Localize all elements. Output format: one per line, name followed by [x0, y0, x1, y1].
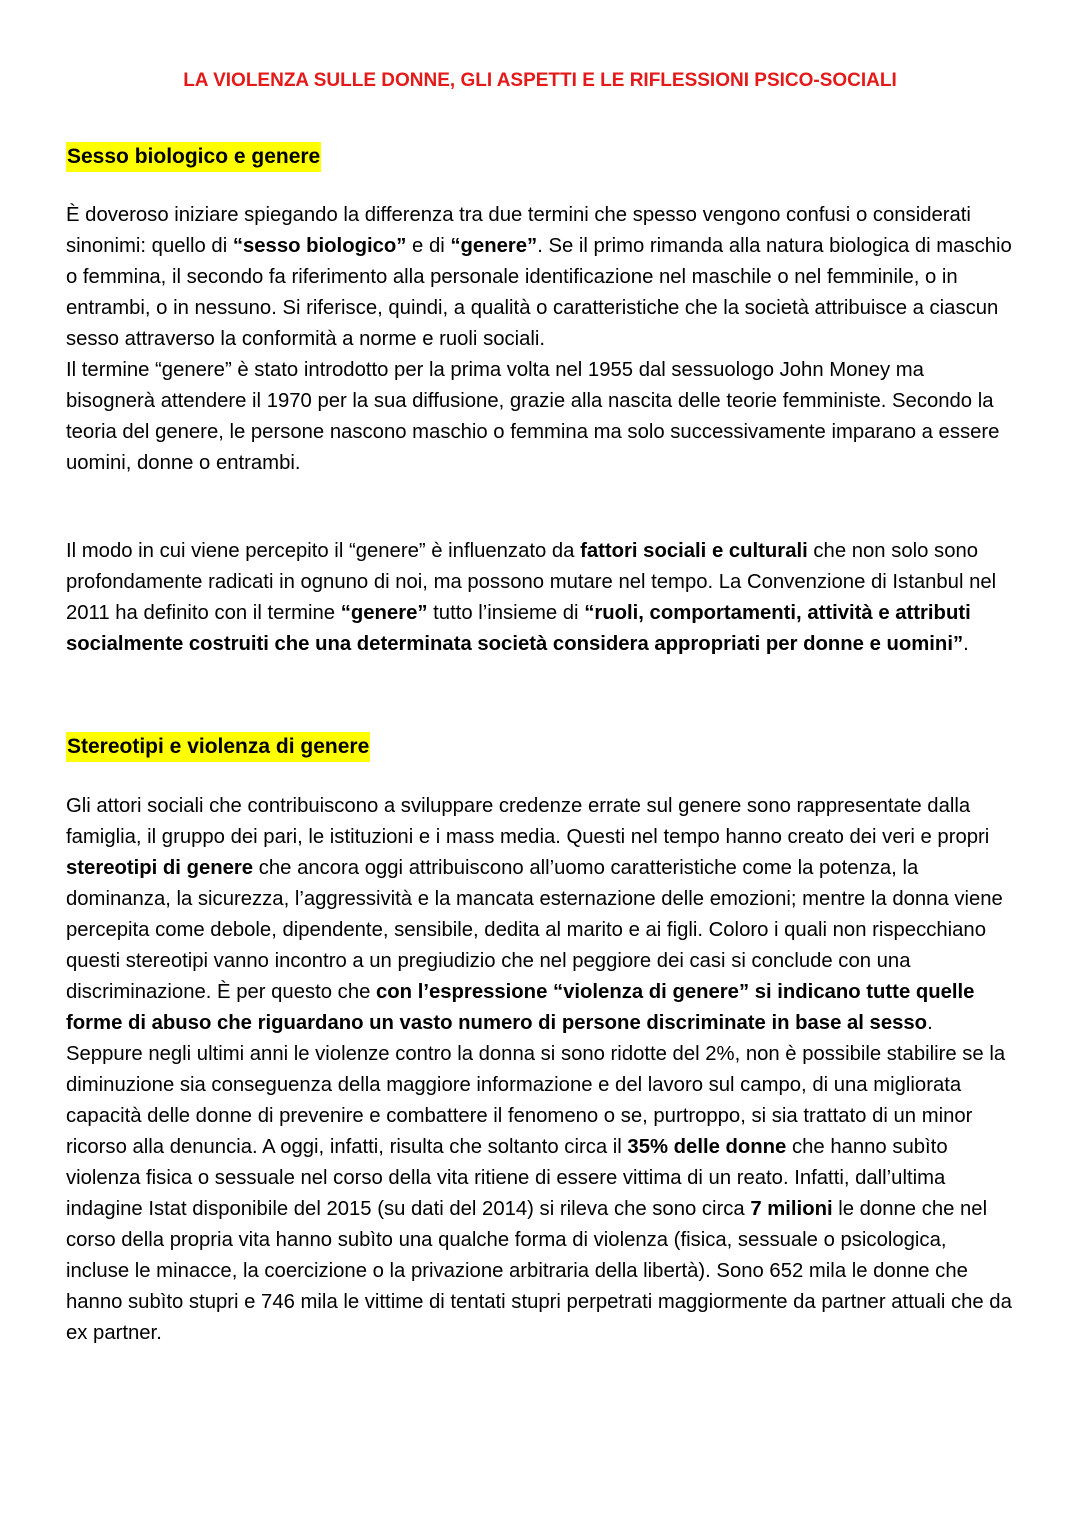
text-run: . Se il primo rimanda alla natura biologica di maschio o femmina, il secondo fa riferimento alla personale identificazione nel maschile o nel femminile, o in entrambi, o in nessuno. Si riferisce, quindi, a qualità o caratteristiche che la società attribuisce a ciascun sesso attraverso la conformità a norme e ruoli sociali. [66, 235, 1012, 350]
bold-text-run: “sesso biologico” [232, 235, 407, 257]
text-run: tutto l’insieme di [427, 602, 585, 624]
paragraph-sesso-biologico [66, 200, 1014, 479]
text-run: che ancora oggi attribuiscono all’uomo caratteristiche come la potenza, la dominanza, la sicurezza, l’aggressività e la mancata esternazione delle emozioni; mentre la donna viene percepita come debole, dipendente, sensibile, dedita al marito e ai figli. Coloro i quali non rispecchiano questi stereotipi vanno incontro a un pregiudizio che nel peggiore dei casi si conclude con una discriminazione. È per questo che [66, 857, 1003, 1003]
text-run: e di [406, 235, 451, 257]
bold-text-run: 35% delle donne [627, 1136, 787, 1158]
bold-text-run: 7 milioni [750, 1198, 833, 1220]
text-run: che hanno subìto violenza fisica o sessuale nel corso della vita ritiene di essere vittima di un reato. Infatti, dall’ultima indagine Istat disponibile del 2015 (su dati del 2014) si rileva che sono circa [66, 1136, 948, 1220]
bold-text-run: fattori sociali e culturali [580, 540, 808, 562]
bold-text-run: “genere” [450, 235, 538, 257]
section-heading-sesso-biologico: Sesso biologico e genere [66, 142, 321, 172]
text-run: Gli attori sociali che contribuiscono a sviluppare credenze errate sul genere sono rappresentate dalla famiglia, il gruppo dei pari, le istituzioni e i mass media. Questi nel tempo hanno creato dei veri e propri [66, 795, 990, 848]
section-heading-stereotipi: Stereotipi e violenza di genere [66, 732, 370, 762]
paragraph-percezione-genere [66, 536, 1014, 660]
document-title: LA VIOLENZA SULLE DONNE, GLI ASPETTI E LE RIFLESSIONI PSICO-SOCIALI [183, 70, 897, 91]
text-run: . [927, 1012, 933, 1034]
text-run: Il termine “genere” è stato introdotto per la prima volta nel 1955 dal sessuologo John Money ma bisognerà attendere il 1970 per la sua diffusione, grazie alla nascita delle teorie femministe. Secondo la teoria del genere, le persone nascono maschio o femmina ma solo successivamente imparano a essere uomini, donne o entrambi. [66, 359, 1000, 474]
text-run: Il modo in cui viene percepito il “genere” è influenzato da [66, 540, 581, 562]
text-run: È doveroso iniziare spiegando la differenza tra due termini che spesso vengono confusi o considerati sinonimi: quello di [66, 204, 971, 257]
bold-text-run: con l’espressione “violenza di genere” si indicano tutte quelle forme di abuso che riguardano un vasto numero di persone discriminate in base al sesso [66, 981, 975, 1034]
bold-text-run: stereotipi di genere [66, 857, 254, 879]
text-run: le donne che nel corso della propria vita hanno subìto una qualche forma di violenza (fisica, sessuale o psicologica, incluse le minacce, la coercizione o la privazione arbitraria della libertà). Sono 652 mila le donne che hanno subìto stupri e 746 mila le vittime di tentati stupri perpetrati maggiormente da partner attuali che da ex partner. [66, 1198, 1012, 1344]
bold-text-run: “genere” [340, 602, 428, 624]
text-run: Seppure negli ultimi anni le violenze contro la donna si sono ridotte del 2%, non è possibile stabilire se la diminuzione sia conseguenza della maggiore informazione e del lavoro sul campo, di una migliorata capacità delle donne di prevenire e combattere il fenomeno o se, purtroppo, si sia trattato di un minor ricorso alla denuncia. A oggi, infatti, risulta che soltanto circa il [66, 1043, 1006, 1158]
text-run: . [963, 633, 969, 655]
bold-text-run: “ruoli, comportamenti, attività e attributi socialmente costruiti che una determinata società considera appropriati per donne e uomini” [66, 602, 971, 655]
paragraph-stereotipi [66, 791, 1014, 1349]
text-run: che non solo sono profondamente radicati in ognuno di noi, ma possono mutare nel tempo. La Convenzione di Istanbul nel 2011 ha definito con il termine [66, 540, 997, 624]
